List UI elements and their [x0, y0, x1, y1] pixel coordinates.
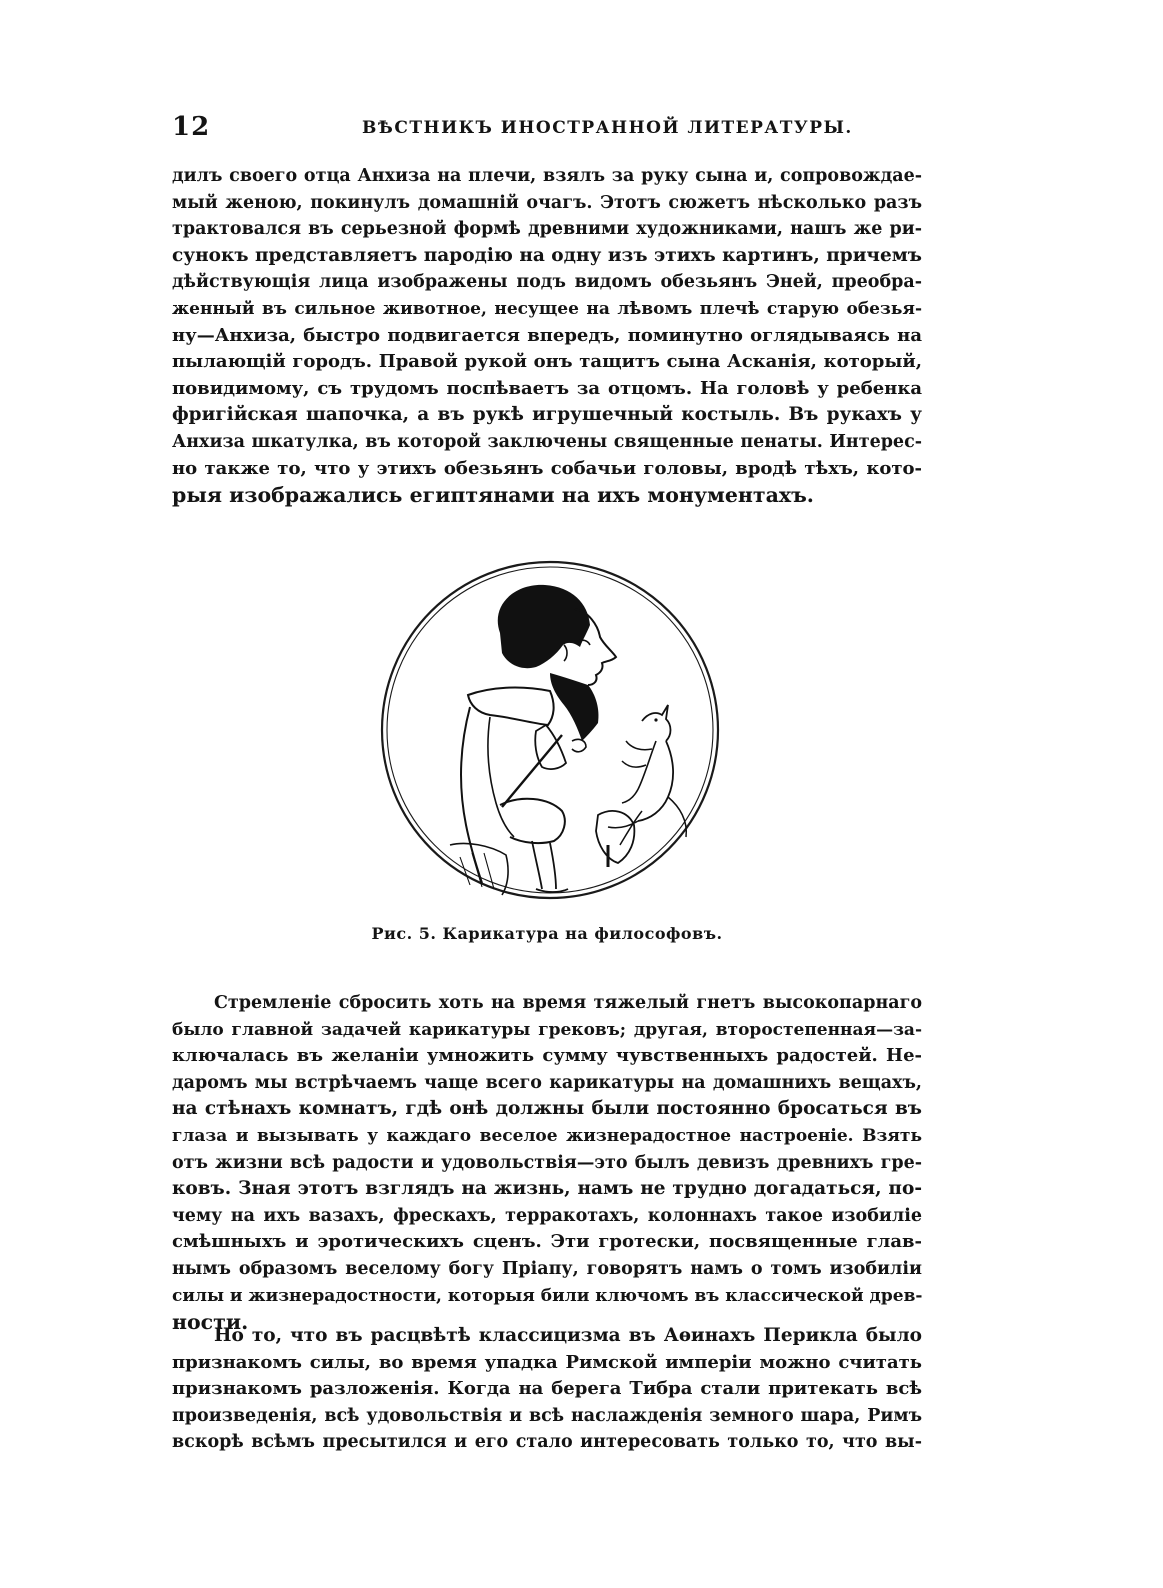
text-line: ну—Анхиза, быстро подвигается впередъ, поминутно оглядываясь на — [172, 324, 922, 346]
text-line: фригійская шапочка, а въ рукѣ игрушечный костыль. Въ рукахъ у — [172, 404, 922, 426]
seat-edge — [450, 843, 508, 895]
philosopher-beard — [550, 673, 599, 741]
dog-belly — [622, 741, 656, 803]
text-line: Стремленіе сбросить хоть на время тяжелый гнетъ высокопарнаго — [214, 993, 922, 1013]
figure-caricature — [350, 545, 750, 915]
text-line: рыя изображались египтянами на ихъ монументахъ. — [172, 483, 814, 508]
philosopher-knee — [500, 799, 565, 843]
figure-caption: Рис. 5. Карикатура на философовъ. — [371, 924, 723, 943]
text-line: повидимому, съ трудомъ поспѣваетъ за отцомъ. На головѣ у ребенка — [172, 377, 922, 399]
text-line: мый женою, покинулъ домашній очагъ. Этотъ сюжетъ нѣсколько разъ — [172, 192, 922, 213]
philosopher-cloak-fold — [488, 717, 514, 837]
running-title: ВѢСТНИКЪ ИНОСТРАННОЙ ЛИТЕРАТУРЫ. — [362, 118, 853, 138]
dog-back — [638, 741, 673, 821]
philosopher-foot — [536, 889, 568, 892]
text-line: Анхиза шкатулка, въ которой заключены священные пенаты. Интерес- — [172, 431, 922, 452]
text-line: дѣйствующія лица изображены подъ видомъ обезьянъ Эней, преобра- — [172, 272, 922, 293]
text-line: вскорѣ всѣмъ пресытился и его стало интересовать только то, что вы- — [172, 1432, 922, 1453]
philosopher-collar — [468, 688, 554, 725]
page-number: 12 — [172, 112, 211, 142]
page-header — [172, 112, 922, 146]
text-line: женный въ сильное животное, несущее на лѣвомъ плечѣ старую обезья- — [172, 298, 922, 319]
text-line: даромъ мы встрѣчаемъ чаще всего карикатуры на домашнихъ вещахъ, — [172, 1072, 922, 1093]
text-line: чему на ихъ вазахъ, фрескахъ, терракотахъ, колоннахъ такое изобиліе — [172, 1205, 922, 1226]
text-line: сунокъ представляетъ пародію на одну изъ этихъ картинъ, причемъ — [172, 244, 922, 266]
text-line: но также то, что у этихъ обезьянъ собачьи головы, вродѣ тѣхъ, кото- — [172, 457, 922, 479]
philosopher-staff — [502, 735, 562, 807]
dog-head — [642, 705, 671, 741]
text-line: ности. — [172, 1310, 249, 1335]
seat-hatching — [460, 853, 494, 889]
text-line: отъ жизни всѣ радости и удовольствія—это былъ девизъ древнихъ гре- — [172, 1152, 922, 1173]
philosopher-legs — [532, 841, 556, 889]
philosopher-hand — [572, 739, 586, 751]
text-line: было главной задачей карикатуры грековъ; другая, второстепенная—за- — [172, 1019, 922, 1040]
text-line: глаза и вызывать у каждаго веселое жизнерадостное настроеніе. Взять — [172, 1125, 922, 1146]
text-line: пылающій городъ. Правой рукой онъ тащитъ сына Асканія, который, — [172, 351, 922, 373]
paragraph-1 — [172, 163, 922, 509]
text-line: признакомъ силы, во время упадка Римской имперіи можно считать — [172, 1351, 922, 1373]
text-line: трактовался въ серьезной формѣ древними художниками, нашъ же ри- — [172, 219, 922, 240]
text-line: ключалась въ желаніи умножить сумму чувственныхъ радостей. Не- — [172, 1045, 922, 1067]
held-object — [596, 811, 634, 863]
text-line: ковъ. Зная этотъ взглядъ на жизнь, намъ не трудно догадаться, по- — [172, 1178, 922, 1200]
text-line: дилъ своего отца Анхиза на плечи, взялъ за руку сына и, сопровождае- — [172, 166, 922, 186]
dog-eye — [654, 718, 657, 721]
philosopher-ear — [564, 645, 567, 661]
paragraph-2 — [172, 990, 922, 1336]
philosopher-hair — [498, 585, 590, 668]
caricature-illustration — [350, 545, 750, 915]
paragraph-3 — [172, 1323, 922, 1456]
philosopher-cloak-back — [461, 707, 482, 883]
text-line: нымъ образомъ веселому богу Пріапу, говорятъ намъ о томъ изобиліи — [172, 1258, 922, 1279]
text-line: силы и жизнерадостности, которыя били ключомъ въ классической древ- — [172, 1285, 923, 1306]
text-line: на стѣнахъ комнатъ, гдѣ онѣ должны были постоянно бросаться въ — [172, 1098, 922, 1120]
text-line: признакомъ разложенія. Когда на берега Тибра стали притекать всѣ — [172, 1378, 922, 1400]
text-line: Но то, что въ расцвѣтѣ классицизма въ Аѳинахъ Перикла было — [214, 1325, 922, 1346]
dog-hindlegs — [608, 811, 642, 845]
text-line: произведенія, всѣ удовольствія и всѣ наслажденія земного шара, Римъ — [172, 1405, 922, 1426]
text-line: смѣшныхъ и эротическихъ сценъ. Эти гротески, посвященные глав- — [172, 1231, 922, 1253]
